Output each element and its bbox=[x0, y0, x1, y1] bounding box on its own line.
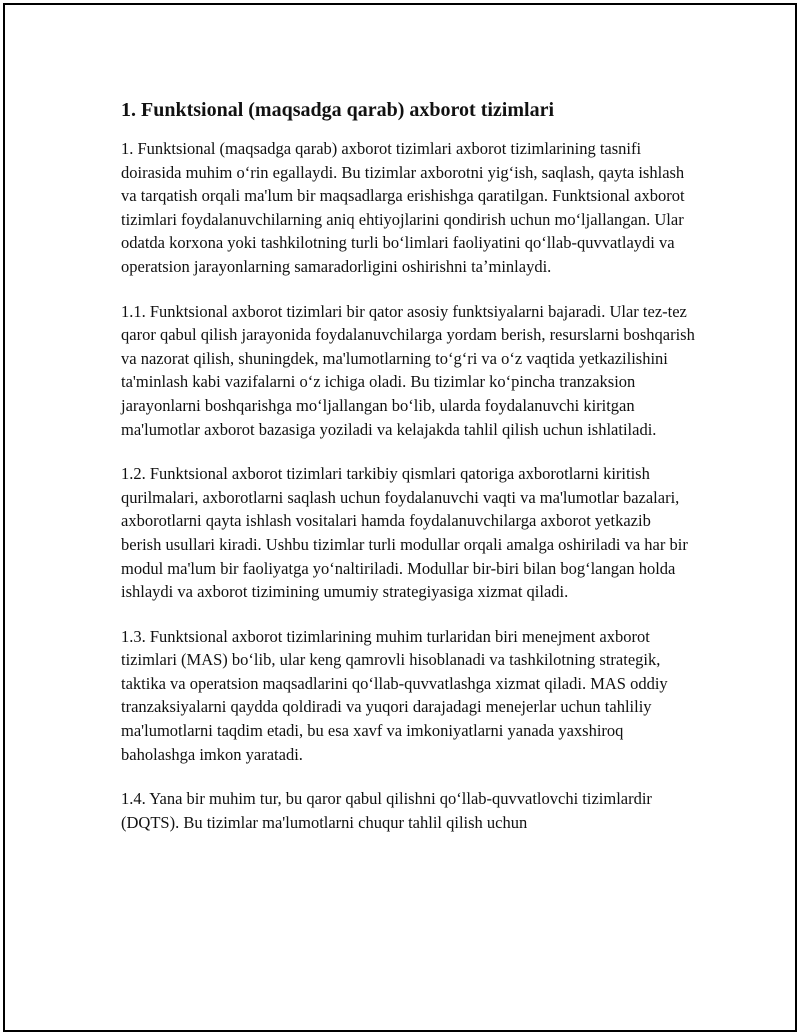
paragraph-1-2: 1.2. Funktsional axborot tizimlari tarkibiy qismlari qatoriga axborotlarni kiritish qurilmalari, axborotlarni saqlash uchun foydalanuvchi vaqti va ma'lumotlar bazalari, axborotlarni qayta ishlash vositalari hamda foydalanuvchilarga axborot yetkazib berish usullari kiradi. Ushbu tizimlar turli modullar orqali amalga oshiriladi va har bir modul ma'lum bir faoliyatga yoʻnaltiriladi. Modullar bir-biri bilan bogʻlangan holda ishlaydi va axborot tizimining umumiy strategiyasiga xizmat qiladi. bbox=[121, 464, 688, 602]
paragraph-1-3: 1.3. Funktsional axborot tizimlarining muhim turlaridan biri menejment axborot tizimlari (MAS) boʻlib, ular keng qamrovli hisoblanadi va tashkilotning strategik, taktika va operatsion maqsadlarini qoʻllab-quvvatlashga xizmat qiladi. MAS oddiy tranzaksiyalarni qaydda qoldiradi va yuqori darajadagi menejerlar uchun tahliliy ma'lumotlarni taqdim etadi, bu esa xavf va imkoniyatlarni yanada yaxshiroq baholashga imkon yaratadi. bbox=[121, 626, 668, 764]
document-page bbox=[3, 3, 797, 1032]
section-heading: 1. Funktsional (maqsadga qarab) axborot tizimlari bbox=[121, 99, 554, 121]
paragraph-1-1: 1.1. Funktsional axborot tizimlari bir qator asosiy funktsiyalarni bajaradi. Ular tez-tez qaror qabul qilish jarayonida foydalanuvchilarga yordam berish, resurslarni boshqarish va nazorat qilish, shuningdek, ma'lumotlarning toʻgʻri va oʻz vaqtida yetkazilishini ta'minlash kabi vazifalarni oʻz ichiga oladi. Bu tizimlar koʻpincha tranzaksion jarayonlarni boshqarishga moʻljallangan boʻlib, ularda foydalanuvchi kiritgan ma'lumotlar axborot bazasiga yoziladi va kelajakda tahlil qilish uchun ishlatiladi. bbox=[121, 301, 695, 439]
paragraph-1-4: 1.4. Yana bir muhim tur, bu qaror qabul qilishni qoʻllab-quvvatlovchi tizimlardir (DQTS). Bu tizimlar ma'lumotlarni chuqur tahlil qilish uchun bbox=[121, 789, 652, 832]
paragraph-intro: 1. Funktsional (maqsadga qarab) axborot tizimlari axborot tizimlarining tasnifi doirasida muhim oʻrin egallaydi. Bu tizimlar axborotni yigʻish, saqlash, qayta ishlash va tarqatish orqali ma'lum bir maqsadlarga erishishga qaratilgan. Funktsional axborot tizimlari foydalanuvchilarning aniq ehtiyojlarini qondirish uchun moʻljallangan. Ular odatda korxona yoki tashkilotning turli boʻlimlari faoliyatini qoʻllab-quvvatlaydi va operatsion jarayonlarning samaradorligini oshirishni taʼminlaydi. bbox=[121, 139, 685, 276]
document-body bbox=[121, 96, 695, 855]
